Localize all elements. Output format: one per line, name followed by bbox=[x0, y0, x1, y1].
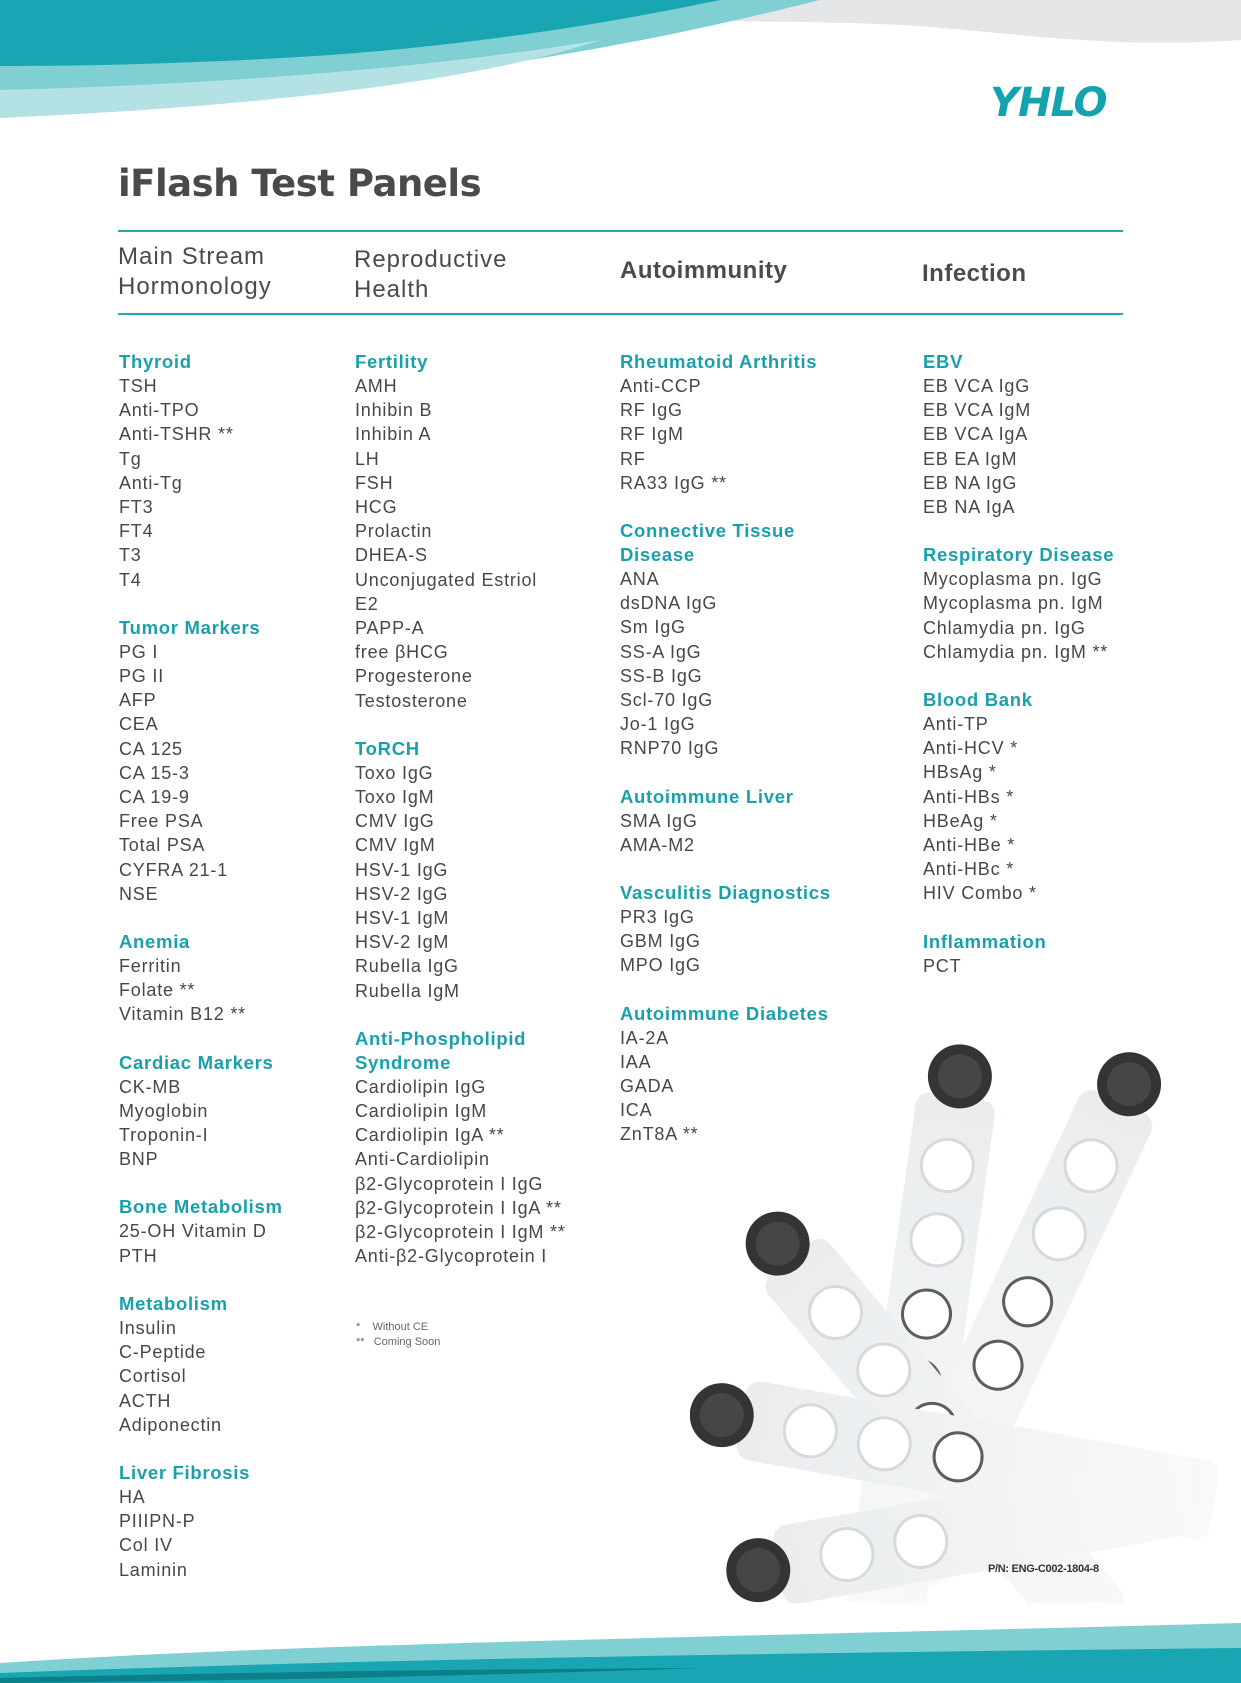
test-item: CYFRA 21-1 bbox=[119, 859, 229, 880]
test-item: T4 bbox=[119, 569, 142, 590]
panel-heading: Anti-Phospholipid Syndrome bbox=[355, 1027, 527, 1073]
test-item: CA 19-9 bbox=[119, 787, 190, 808]
test-item: ICA bbox=[620, 1100, 653, 1121]
part-number: P/N: ENG-C002-1804-8 bbox=[988, 1563, 1099, 1575]
test-item: HSV-1 IgG bbox=[355, 859, 449, 880]
test-item: Myoglobin bbox=[119, 1100, 209, 1121]
test-item: GADA bbox=[620, 1076, 675, 1097]
test-item: SS-A IgG bbox=[620, 641, 702, 662]
header-divider-top bbox=[118, 230, 1123, 232]
test-item: PIIIPN-P bbox=[119, 1511, 196, 1532]
test-item: Ferritin bbox=[119, 956, 182, 977]
panel-group-metabolism bbox=[119, 1292, 283, 1437]
page-title: iFlash Test Panels bbox=[118, 162, 482, 205]
test-item: Mycoplasma pn. IgG bbox=[923, 569, 1103, 590]
test-item: Laminin bbox=[119, 1559, 188, 1580]
test-item: β2-Glycoprotein I IgA ** bbox=[355, 1197, 562, 1218]
panel-heading: Autoimmune Diabetes bbox=[620, 1002, 829, 1024]
footnote-without-ce: * Without CE bbox=[356, 1321, 429, 1333]
panel-heading: Connective Tissue Disease bbox=[620, 520, 796, 566]
test-item: SS-B IgG bbox=[620, 665, 703, 686]
test-item: SMA IgG bbox=[620, 810, 698, 831]
test-item: Unconjugated Estriol bbox=[355, 569, 538, 590]
test-item: BNP bbox=[119, 1149, 159, 1170]
test-item: Cortisol bbox=[119, 1366, 187, 1387]
panel-group-thyroid bbox=[119, 350, 283, 592]
test-item: dsDNA IgG bbox=[620, 593, 718, 614]
test-item: Inhibin A bbox=[355, 424, 432, 445]
test-item: EB NA IgA bbox=[923, 497, 1016, 518]
brand-logo: YHLO bbox=[990, 80, 1107, 126]
test-item: Toxo IgG bbox=[355, 762, 434, 783]
test-item: LH bbox=[355, 448, 380, 469]
test-item: GBM IgG bbox=[620, 931, 701, 952]
test-item: AFP bbox=[119, 690, 157, 711]
panel-heading: Cardiac Markers bbox=[119, 1051, 274, 1073]
panel-heading: Bone Metabolism bbox=[119, 1196, 283, 1218]
test-item: Inhibin B bbox=[355, 400, 433, 421]
test-item: PTH bbox=[119, 1245, 158, 1266]
test-item: Anti-HBe * bbox=[923, 835, 1016, 856]
test-item: Insulin bbox=[119, 1317, 177, 1338]
test-item: AMA-M2 bbox=[620, 834, 695, 855]
test-item: Cardiolipin IgA ** bbox=[355, 1125, 505, 1146]
panel-heading: Respiratory Disease bbox=[923, 544, 1115, 566]
test-item: CEA bbox=[119, 714, 159, 735]
test-item: C-Peptide bbox=[119, 1342, 207, 1363]
footnote-coming-soon: ** Coming Soon bbox=[356, 1336, 441, 1348]
test-item: ZnT8A ** bbox=[620, 1124, 699, 1145]
test-item: HA bbox=[119, 1486, 146, 1507]
panel-heading: Thyroid bbox=[119, 351, 192, 372]
test-item: Col IV bbox=[119, 1535, 173, 1556]
test-item: HBsAg * bbox=[923, 762, 997, 783]
panel-heading: Inflammation bbox=[923, 930, 1047, 952]
panel-group-anemia bbox=[119, 930, 283, 1027]
column-reproductive-health bbox=[355, 350, 566, 1293]
test-item: Scl-70 IgG bbox=[620, 690, 714, 711]
test-item: EB EA IgM bbox=[923, 448, 1018, 469]
panel-heading: Rheumatoid Arthritis bbox=[620, 351, 818, 372]
test-item: HBeAg * bbox=[923, 810, 998, 831]
test-item: Sm IgG bbox=[620, 617, 686, 638]
panel-heading: Anemia bbox=[119, 931, 191, 953]
test-item: 25-OH Vitamin D bbox=[119, 1221, 267, 1242]
column-infection bbox=[923, 350, 1114, 1002]
test-item: Mycoplasma pn. IgM bbox=[923, 593, 1104, 614]
test-item: HIV Combo * bbox=[923, 883, 1037, 904]
test-item: HCG bbox=[355, 497, 398, 518]
test-item: Folate ** bbox=[119, 980, 196, 1001]
panel-group-ebv bbox=[923, 350, 1114, 519]
test-item: ANA bbox=[620, 569, 660, 590]
test-item: CMV IgM bbox=[355, 835, 436, 856]
panel-group-respiratory-disease bbox=[923, 543, 1114, 664]
test-item: RNP70 IgG bbox=[620, 738, 720, 759]
test-item: Rubella IgM bbox=[355, 980, 460, 1001]
test-item: Jo-1 IgG bbox=[620, 714, 696, 735]
panel-heading: Autoimmune Liver bbox=[620, 785, 794, 807]
panel-heading: Liver Fibrosis bbox=[119, 1461, 251, 1483]
panel-group-blood-bank bbox=[923, 688, 1114, 906]
test-item: T3 bbox=[119, 545, 142, 566]
panel-group-connective-tissue-disease bbox=[620, 519, 831, 761]
test-item: PAPP-A bbox=[355, 618, 425, 639]
bottom-wave-decoration bbox=[0, 1603, 1241, 1683]
panel-group-autoimmune-diabetes bbox=[620, 1002, 831, 1147]
test-item: Free PSA bbox=[119, 811, 204, 832]
test-item: Total PSA bbox=[119, 835, 206, 856]
test-item: Anti-Tg bbox=[119, 472, 183, 493]
test-item: IA-2A bbox=[620, 1027, 670, 1048]
test-item: EB VCA IgA bbox=[923, 424, 1029, 445]
column-header-autoimmunity: Autoimmunity bbox=[620, 257, 788, 284]
test-item: HSV-2 IgG bbox=[355, 883, 449, 904]
test-item: FSH bbox=[355, 472, 394, 493]
panel-heading: ToRCH bbox=[355, 737, 420, 759]
test-item: Chlamydia pn. IgM ** bbox=[923, 641, 1109, 662]
panel-group-tumor-markers bbox=[119, 616, 283, 906]
test-item: IAA bbox=[620, 1051, 652, 1072]
test-item: CMV IgG bbox=[355, 811, 435, 832]
test-item: Anti-TPO bbox=[119, 400, 200, 421]
test-item: β2-Glycoprotein I IgG bbox=[355, 1173, 544, 1194]
test-item: Cardiolipin IgM bbox=[355, 1101, 488, 1122]
test-item: HSV-1 IgM bbox=[355, 908, 450, 929]
test-item: Anti-β2-Glycoprotein I bbox=[355, 1246, 548, 1267]
test-item: PR3 IgG bbox=[620, 907, 695, 928]
test-item: Anti-TP bbox=[923, 714, 989, 735]
test-item: RF IgM bbox=[620, 424, 684, 445]
test-item: AMH bbox=[355, 376, 398, 396]
test-item: Cardiolipin IgG bbox=[355, 1076, 487, 1097]
footnotes bbox=[356, 1320, 440, 1350]
test-item: Progesterone bbox=[355, 666, 473, 687]
test-item: Anti-HBs * bbox=[923, 786, 1015, 807]
panel-group-liver-fibrosis bbox=[119, 1461, 283, 1582]
test-item: E2 bbox=[355, 593, 379, 614]
test-item: CA 15-3 bbox=[119, 762, 190, 783]
panel-group-torch bbox=[355, 737, 566, 1003]
test-item: Testosterone bbox=[355, 690, 468, 711]
panel-heading: EBV bbox=[923, 351, 964, 372]
panel-group-autoimmune-liver bbox=[620, 785, 831, 857]
test-item: PG II bbox=[119, 666, 165, 687]
test-item: free βHCG bbox=[355, 642, 449, 663]
header-divider-bottom bbox=[118, 313, 1123, 315]
column-header-infection: Infection bbox=[922, 260, 1027, 287]
panel-heading: Metabolism bbox=[119, 1292, 228, 1314]
test-item: Chlamydia pn. IgG bbox=[923, 617, 1086, 638]
test-item: β2-Glycoprotein I IgM ** bbox=[355, 1222, 566, 1243]
test-item: Anti-Cardiolipin bbox=[355, 1149, 490, 1170]
panel-heading: Vasculitis Diagnostics bbox=[620, 882, 831, 904]
test-item: Prolactin bbox=[355, 521, 433, 542]
test-item: CA 125 bbox=[119, 738, 183, 759]
column-header-hormonology: Main Stream Hormonology bbox=[118, 243, 272, 300]
test-item: RF IgG bbox=[620, 400, 683, 421]
test-item: HSV-2 IgM bbox=[355, 932, 450, 953]
test-item: Troponin-I bbox=[119, 1125, 209, 1146]
panel-heading: Blood Bank bbox=[923, 689, 1033, 711]
test-item: Anti-CCP bbox=[620, 376, 702, 396]
panel-group-inflammation bbox=[923, 930, 1114, 978]
test-item: MPO IgG bbox=[620, 955, 701, 976]
test-item: RF bbox=[620, 448, 646, 469]
panel-heading: Tumor Markers bbox=[119, 616, 261, 638]
panel-group-bone-metabolism bbox=[119, 1195, 283, 1267]
test-item: FT3 bbox=[119, 497, 154, 518]
panel-group-rheumatoid-arthritis bbox=[620, 350, 831, 495]
test-item: Anti-HCV * bbox=[923, 738, 1019, 759]
test-item: Anti-HBc * bbox=[923, 859, 1015, 880]
test-item: Anti-TSHR ** bbox=[119, 424, 234, 445]
column-hormonology bbox=[119, 350, 283, 1606]
test-item: Vitamin B12 ** bbox=[119, 1004, 246, 1025]
test-item: EB VCA IgM bbox=[923, 400, 1032, 421]
test-item: EB NA IgG bbox=[923, 472, 1018, 493]
test-item: DHEA-S bbox=[355, 545, 428, 566]
test-item: RA33 IgG ** bbox=[620, 472, 727, 493]
panel-group-anti-phospholipid-syndrome bbox=[355, 1027, 566, 1269]
test-item: PCT bbox=[923, 955, 962, 976]
test-item: Toxo IgM bbox=[355, 787, 435, 808]
panel-group-vasculitis-diagnostics bbox=[620, 881, 831, 978]
test-item: TSH bbox=[119, 376, 158, 396]
panel-heading: Fertility bbox=[355, 351, 429, 372]
test-item: CK-MB bbox=[119, 1076, 181, 1097]
panel-group-cardiac-markers bbox=[119, 1051, 283, 1172]
panel-group-fertility bbox=[355, 350, 566, 713]
test-item: EB VCA IgG bbox=[923, 376, 1031, 396]
column-header-reproductive: Reproductive Health bbox=[354, 246, 508, 303]
test-item: ACTH bbox=[119, 1390, 172, 1411]
column-autoimmunity bbox=[620, 350, 831, 1171]
test-item: Rubella IgG bbox=[355, 956, 459, 977]
test-item: Tg bbox=[119, 448, 142, 469]
test-item: FT4 bbox=[119, 521, 154, 542]
test-item: Adiponectin bbox=[119, 1414, 222, 1435]
test-item: NSE bbox=[119, 883, 159, 904]
test-item: PG I bbox=[119, 641, 159, 662]
